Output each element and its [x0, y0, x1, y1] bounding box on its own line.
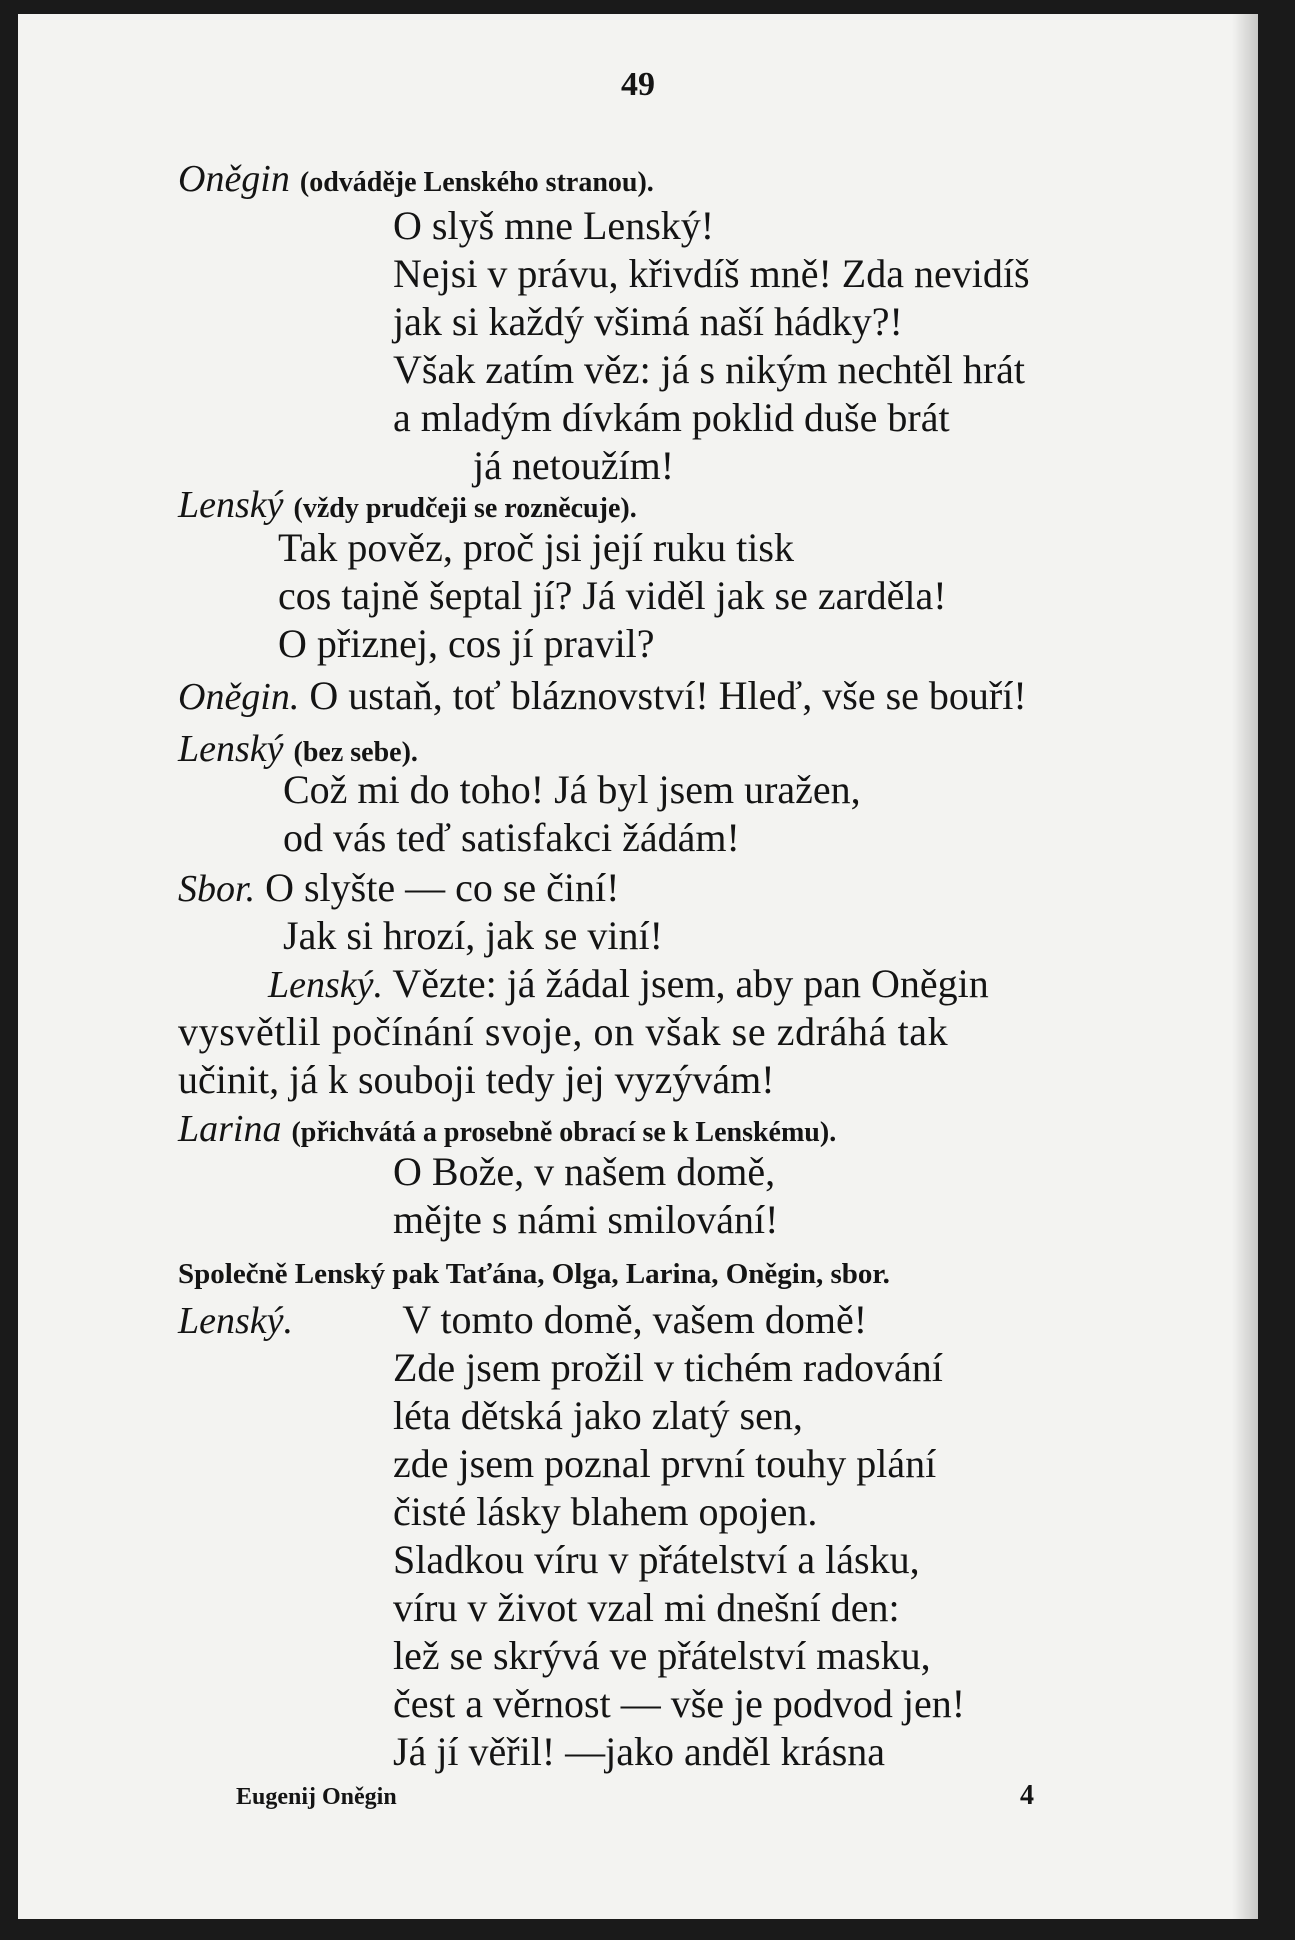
prose-line: vysvětlil počínání svoje, on však se zdráhá tak [178, 1009, 949, 1054]
dialogue-text: Vězte: já žádal jsem, aby pan Oněgin [392, 961, 989, 1006]
verse-line: já netoužím! [473, 443, 675, 488]
verse-line: Jak si hrozí, jak se viní! [283, 913, 663, 958]
dialogue-text: O slyšte — co se činí! [265, 865, 620, 910]
verse-line: O Bože, v našem domě, [393, 1149, 776, 1194]
ensemble-heading: Společně Lenský pak Taťána, Olga, Larina, Oněgin, sbor. [178, 1258, 890, 1290]
verse-line: jak si každý všimá naší hádky?! [393, 299, 903, 344]
stage-direction: (bez sebe). [293, 737, 418, 768]
dialogue-line [178, 674, 1027, 719]
stage-direction: (vždy prudčeji se rozněcuje). [293, 493, 637, 524]
verse-line: cos tajně šeptal jí? Já viděl jak se zarděla! [278, 573, 947, 618]
verse-line: lež se skrývá ve přátelství masku, [393, 1633, 931, 1678]
verse-line: Já jí věřil! —jako anděl krásna [393, 1729, 886, 1774]
stage-line [178, 156, 654, 205]
book-page [18, 14, 1258, 1919]
prose-line: učinit, já k souboji tedy jej vyzývám! [178, 1057, 775, 1102]
stage-direction: (přichvátá a prosebně obrací se k Lenskému). [291, 1117, 837, 1148]
page-number: 49 [621, 66, 655, 103]
verse-line: Nejsi v právu, křivdíš mně! Zda nevidíš [393, 251, 1030, 296]
dialogue-line [268, 962, 989, 1007]
speaker-name: Lenský. [178, 1300, 294, 1342]
speaker-name: Lenský [178, 728, 284, 770]
verse-line: víru v život vzal mi dnešní den: [393, 1585, 900, 1630]
verse-line: zde jsem poznal první touhy plání [393, 1441, 937, 1486]
dialogue-text: O ustaň, toť bláznovství! Hleď, vše se bouří! [309, 673, 1027, 718]
speaker-name: Lenský. [268, 964, 384, 1006]
verse-line: Tak pověz, proč jsi její ruku tisk [278, 525, 794, 570]
dialogue-line [178, 866, 619, 911]
verse-line: Což mi do toho! Já byl jsem uražen, [283, 767, 861, 812]
verse-line: Sladkou víru v přátelství a lásku, [393, 1537, 920, 1582]
speaker-name: Oněgin [178, 158, 290, 200]
page-edge-shadow [1232, 14, 1258, 1919]
speaker-name: Lenský [178, 484, 284, 526]
verse-line: čest a věrnost — vše je podvod jen! [393, 1681, 966, 1726]
footer-signature: 4 [1020, 1780, 1034, 1811]
verse-line: Však zatím věz: já s nikým nechtěl hrát [393, 347, 1026, 392]
verse-line: léta dětská jako zlatý sen, [393, 1393, 803, 1438]
stage-line [178, 1106, 836, 1155]
verse-line: a mladým dívkám poklid duše brát [393, 395, 950, 440]
verse-line: Zde jsem prožil v tichém radování [393, 1345, 943, 1390]
verse-line: O slyš mne Lenský! [393, 203, 715, 248]
verse-line: mějte s námi smilování! [393, 1197, 779, 1242]
speaker-name: Sbor. [178, 868, 256, 910]
verse-line: O přiznej, cos jí pravil? [278, 621, 655, 666]
verse-line: čisté lásky blahem opojen. [393, 1489, 818, 1534]
speaker-name: Larina [178, 1108, 282, 1150]
stage-direction: (odváděje Lenského stranou). [299, 167, 654, 198]
verse-line: od vás teď satisfakci žádám! [283, 815, 740, 860]
footer-title: Eugenij Oněgin [236, 1784, 397, 1810]
dialogue-line [178, 1298, 867, 1343]
stage-line [178, 482, 637, 531]
dialogue-text: V tomto domě, vašem domě! [402, 1297, 868, 1342]
speaker-name: Oněgin. [178, 676, 300, 718]
